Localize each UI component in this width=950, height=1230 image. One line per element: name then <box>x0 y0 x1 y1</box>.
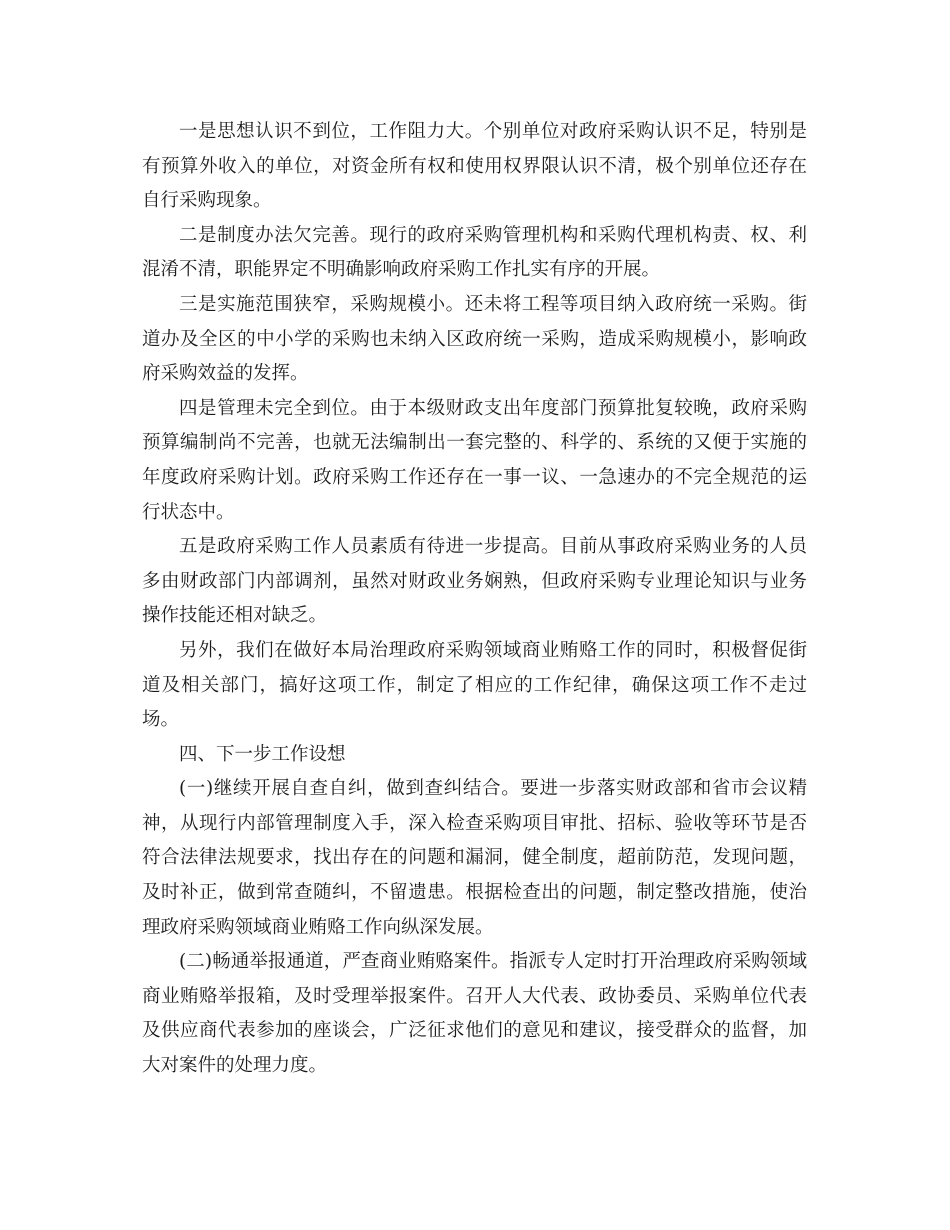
paragraph-issue-4: 四是管理未完全到位。由于本级财政支出年度部门预算批复较晚，政府采购预算编制尚不完善，也就无法编制出一套完整的、科学的、系统的又便于实施的年度政府采购计划。政府采购工作还存在一事一议、一急速办的不完全规范的运行状态中。 <box>142 397 807 523</box>
document-body <box>142 115 807 1084</box>
paragraph-issue-3: 三是实施范围狭窄，采购规模小。还未将工程等项目纳入政府统一采购。街道办及全区的中小学的采购也未纳入区政府统一采购，造成采购规模小，影响政府采购效益的发挥。 <box>142 293 807 385</box>
paragraph-issue-2: 二是制度办法欠完善。现行的政府采购管理机构和采购代理机构责、权、利混淆不清，职能界定不明确影响政府采购工作扎实有序的开展。 <box>142 224 807 281</box>
paragraph-additional: 另外，我们在做好本局治理政府采购领域商业贿赂工作的同时，积极督促街道及相关部门，搞好这项工作，制定了相应的工作纪律，确保这项工作不走过场。 <box>142 639 807 731</box>
section-heading: 四、下一步工作设想 <box>179 743 346 765</box>
paragraph-issue-5: 五是政府采购工作人员素质有待进一步提高。目前从事政府采购业务的人员多由财政部门内部调剂，虽然对财政业务娴熟，但政府采购专业理论知识与业务操作技能还相对缺乏。 <box>142 536 807 627</box>
paragraph-plan-1: (一)继续开展自查自纠，做到查纠结合。要进一步落实财政部和省市会议精神，从现行内部管理制度入手，深入检查采购项目审批、招标、验收等环节是否符合法律法规要求，找出存在的问题和漏洞，健全制度，超前防范，发现问题，及时补正，做到常查随纠，不留遗患。根据检查出的问题，制定整改措施，使治理政府采购领域商业贿赂工作向纵深发展。 <box>142 778 807 938</box>
paragraph-issue-1: 一是思想认识不到位，工作阻力大。个别单位对政府采购认识不足，特别是有预算外收入的单位，对资金所有权和使用权界限认识不清，极个别单位还存在自行采购现象。 <box>142 121 807 212</box>
paragraph-plan-2: (二)畅通举报通道，严查商业贿赂案件。指派专人定时打开治理政府采购领域商业贿赂举报箱，及时受理举报案件。召开人大代表、政协委员、采购单位代表及供应商代表参加的座谈会，广泛征求他们的意见和建议，接受群众的监督，加大对案件的处理力度。 <box>142 951 807 1077</box>
